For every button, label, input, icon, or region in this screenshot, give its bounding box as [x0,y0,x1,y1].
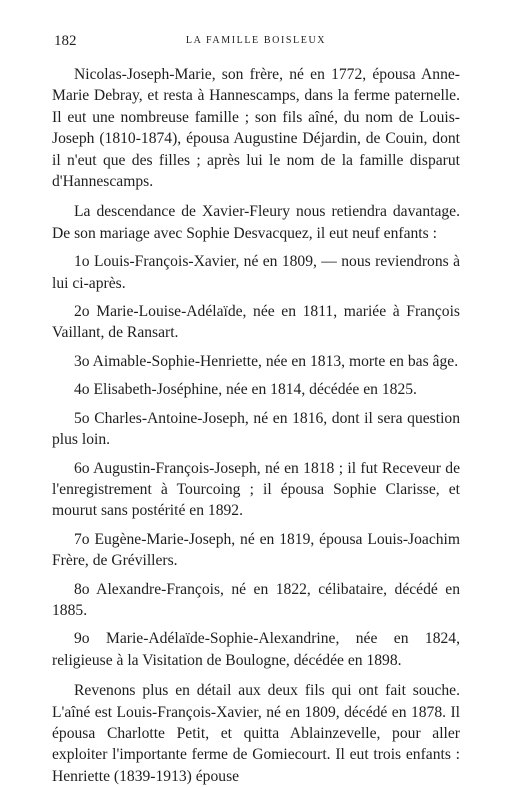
running-title: LA FAMILLE BOISLEUX [185,35,327,46]
child-entry-7: 7o Eugène-Marie-Joseph, né en 1819, épousa Louis-Joachim Frère, de Grévillers. [52,530,460,570]
child-entry-9: 9o Marie-Adélaïde-Sophie-Alexandrine, née en 1824, religieuse à la Visitation de Boulogne, décédée en 1898. [52,630,460,669]
child-entry-8: 8o Alexandre-François, né en 1822, célibataire, décédé en 1885. [52,580,460,619]
child-entry-6: 6o Augustin-François-Joseph, né en 1818 ; il fut Receveur de l'enregistrement à Tourcoing ; il épousa Sophie Clarisse, et mourut sans postérité en 1892. [52,459,460,520]
body-text [52,64,460,787]
paragraph-descendance: La descendance de Xavier-Fleury nous retiendra davantage. De son mariage avec Sophie Desvacquez, il eut neuf enfants : [52,203,460,242]
page-number: 182 [54,33,77,49]
paragraph-revenons: Revenons plus en détail aux deux fils qui ont fait souche. L'aîné est Louis-François-Xavier, né en 1809, décédé en 1878. Il épousa Charlotte Petit, et quitta Ablainzevelle, pour aller exploiter l'importante ferme de Gomiecourt. Il eut trois enfants : Henriette (1839-1913) épouse [52,682,460,785]
paragraph-nicolas-joseph: Nicolas-Joseph-Marie, son frère, né en 1772, épousa Anne-Marie Debray, et resta à Hannescamps, dans la ferme paternelle. Il eut une nombreuse famille ; son fils aîné, du nom de Louis-Joseph (1810-1874), épousa Augustine Déjardin, de Couin, dont il n'eut que des filles ; après lui le nom de la famille disparut d'Hannescamps. [52,66,460,191]
child-entry-4: 4o Elisabeth-Joséphine, née en 1814, décédée en 1825. [74,381,417,399]
book-page [52,30,460,787]
child-entry-1: 1o Louis-François-Xavier, né en 1809, — nous reviendrons à lui ci-après. [52,253,460,292]
child-entry-3: 3o Aimable-Sophie-Henriette, née en 1813, morte en bas âge. [74,352,459,370]
child-entry-2: 2o Marie-Louise-Adélaïde, née en 1811, mariée à François Vaillant, de Ransart. [52,303,460,342]
running-head [52,30,460,52]
child-entry-5: 5o Charles-Antoine-Joseph, né en 1816, dont il sera question plus loin. [52,409,460,449]
